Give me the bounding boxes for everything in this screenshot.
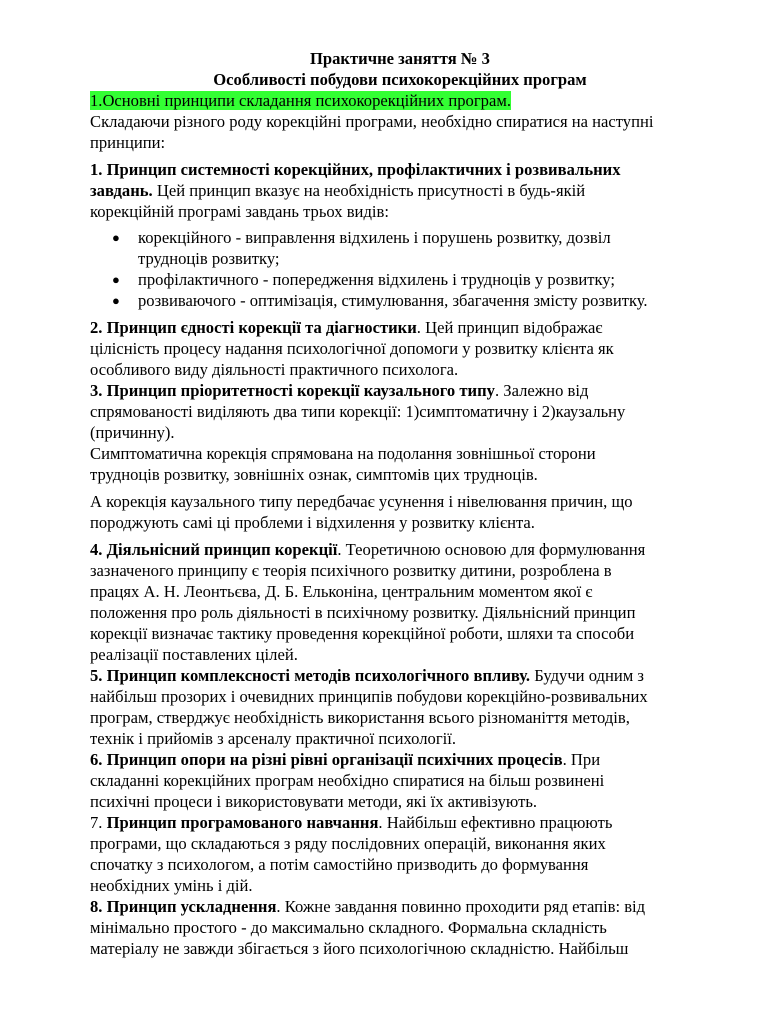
text-span: Цей принцип вказує на необхідність присутності в будь-якій xyxy=(152,181,586,200)
list-item xyxy=(90,269,710,290)
text-line: А корекція каузального типу передбачає усунення і нівелювання причин, що xyxy=(90,492,633,511)
text-line: профілактичного - попередження відхилень і трудноців у розвитку; xyxy=(138,270,615,289)
bold-text: 1. Принцип системності корекційних, профілактичних і розвивальних xyxy=(90,160,621,179)
text-line: спочатку з психологом, а потім самостійно призводить до формування xyxy=(90,855,589,874)
principle-6 xyxy=(90,749,710,812)
text-line: принципи: xyxy=(90,133,166,152)
lesson-title: Практичне заняття № 3 xyxy=(310,49,490,68)
text-line: технік і прийомів з арсеналу практичної психології. xyxy=(90,729,457,748)
text-line: працях А. Н. Леонтьєва, Д. Б. Ельконіна, центральним моментом якої є xyxy=(90,582,593,601)
bullet-list xyxy=(90,227,710,311)
text-line: положення про роль діяльності в психічному розвитку. Діяльнісний принцип xyxy=(90,603,636,622)
text-line: необхідних умінь і дій. xyxy=(90,876,253,895)
text-span: . Кожне завдання повинно проходити ряд етапів: від xyxy=(276,897,646,916)
principle-heading: 5. Принцип комплексності методів психологічного впливу. xyxy=(90,666,531,685)
text-line: розвиваючого - оптимізація, стимулювання, збагачення змісту розвитку. xyxy=(138,291,648,310)
text-line: мінімально простого - до максимально складного. Формальна складність xyxy=(90,918,607,937)
text-line xyxy=(90,812,710,833)
bullet-icon: ● xyxy=(112,293,120,308)
text-span: . Найбільш ефективно працюють xyxy=(378,813,613,832)
bold-text: завдань. xyxy=(90,181,153,200)
principle-3-continued xyxy=(90,491,710,533)
text-line: програм, стверджує необхідність використання всього різноманіття методів, xyxy=(90,708,630,727)
principle-heading: 6. Принцип опори на різні рівні організації психічних процесів xyxy=(90,750,563,769)
principle-7 xyxy=(90,812,710,896)
principle-heading: Принцип програмованого навчання xyxy=(106,813,379,832)
text-line xyxy=(90,896,710,917)
text-line: Симптоматична корекція спрямована на подолання зовнішньої сторони xyxy=(90,444,596,463)
principle-5 xyxy=(90,665,710,749)
bullet-icon: ● xyxy=(112,230,120,245)
text-span: . Залежно від xyxy=(494,381,589,400)
text-line: психічні процеси і використовувати методи, які їх активізують. xyxy=(90,792,538,811)
text-line: програми, що складаються з ряду послідовних операцій, виконання яких xyxy=(90,834,606,853)
principle-heading xyxy=(90,159,710,180)
lesson-subtitle: Особливості побудови психокорекційних програм xyxy=(213,70,587,89)
list-item xyxy=(90,227,710,269)
text-line xyxy=(90,749,710,770)
text-line: корекційній програмі завдань трьох видів: xyxy=(90,202,389,221)
principle-1 xyxy=(90,159,710,222)
text-line: (причинну). xyxy=(90,423,175,442)
text-line: Складаючи різного роду корекційні програми, необхідно спиратися на наступні xyxy=(90,112,654,131)
bullet-icon: ● xyxy=(112,272,120,287)
principle-3 xyxy=(90,380,710,485)
text-span: . Теоретичною основою для формулювання xyxy=(337,540,646,559)
principle-number: 7. xyxy=(90,813,107,832)
principle-heading: 8. Принцип ускладнення xyxy=(90,897,277,916)
text-line: особливого виду діяльності практичного психолога. xyxy=(90,360,459,379)
text-line xyxy=(90,317,710,338)
principle-heading: 3. Принцип пріоритетності корекції каузального типу xyxy=(90,381,495,400)
principle-2 xyxy=(90,317,710,380)
text-span: . Цей принцип відображає xyxy=(416,318,603,337)
intro-paragraph xyxy=(90,111,710,153)
principle-heading: 4. Діяльнісний принцип корекції xyxy=(90,540,338,559)
text-line: трудноців розвитку, зовнішніх ознак, симптомів цих трудноців. xyxy=(90,465,538,484)
text-line: матеріалу не завжди збігається з його психологічною складністю. Найбільш xyxy=(90,939,629,958)
document-page xyxy=(90,48,710,959)
text-span: . При xyxy=(562,750,601,769)
text-line xyxy=(90,665,710,686)
text-line: реалізації поставлених цілей. xyxy=(90,645,298,664)
text-line xyxy=(90,180,710,201)
highlighted-text: 1.Основні принципи складання психокорекційних програм. xyxy=(90,91,511,110)
text-line: зазначеного принципу є теорія психічного розвитку дитини, розроблена в xyxy=(90,561,612,580)
principle-4 xyxy=(90,539,710,665)
principle-8 xyxy=(90,896,710,959)
section-heading xyxy=(90,90,710,111)
text-line: цілісність процесу надання психологічної допомоги у розвитку клієнта як xyxy=(90,339,614,358)
list-item xyxy=(90,290,710,311)
text-line xyxy=(90,380,710,401)
text-line: корекції визначає тактику проведення корекційної роботи, шляхи та способи xyxy=(90,624,635,643)
principle-heading: 2. Принцип єдності корекції та діагностики xyxy=(90,318,417,337)
text-line xyxy=(90,539,710,560)
text-line: спрямованості виділяють два типи корекції: 1)симптоматичну і 2)каузальну xyxy=(90,402,626,421)
text-span: Будучи одним з xyxy=(530,666,644,685)
text-line: породжують самі ці проблеми і відхилення у розвитку клієнта. xyxy=(90,513,535,532)
text-line: корекційного - виправлення відхилень і порушень розвитку, дозвіл xyxy=(138,228,611,247)
text-line: складанні корекційних програм необхідно спиратися на більш розвинені xyxy=(90,771,605,790)
text-line: найбільш прозорих і очевидних принципів побудови корекційно-розвивальних xyxy=(90,687,648,706)
text-line: трудноців розвитку; xyxy=(138,249,280,268)
